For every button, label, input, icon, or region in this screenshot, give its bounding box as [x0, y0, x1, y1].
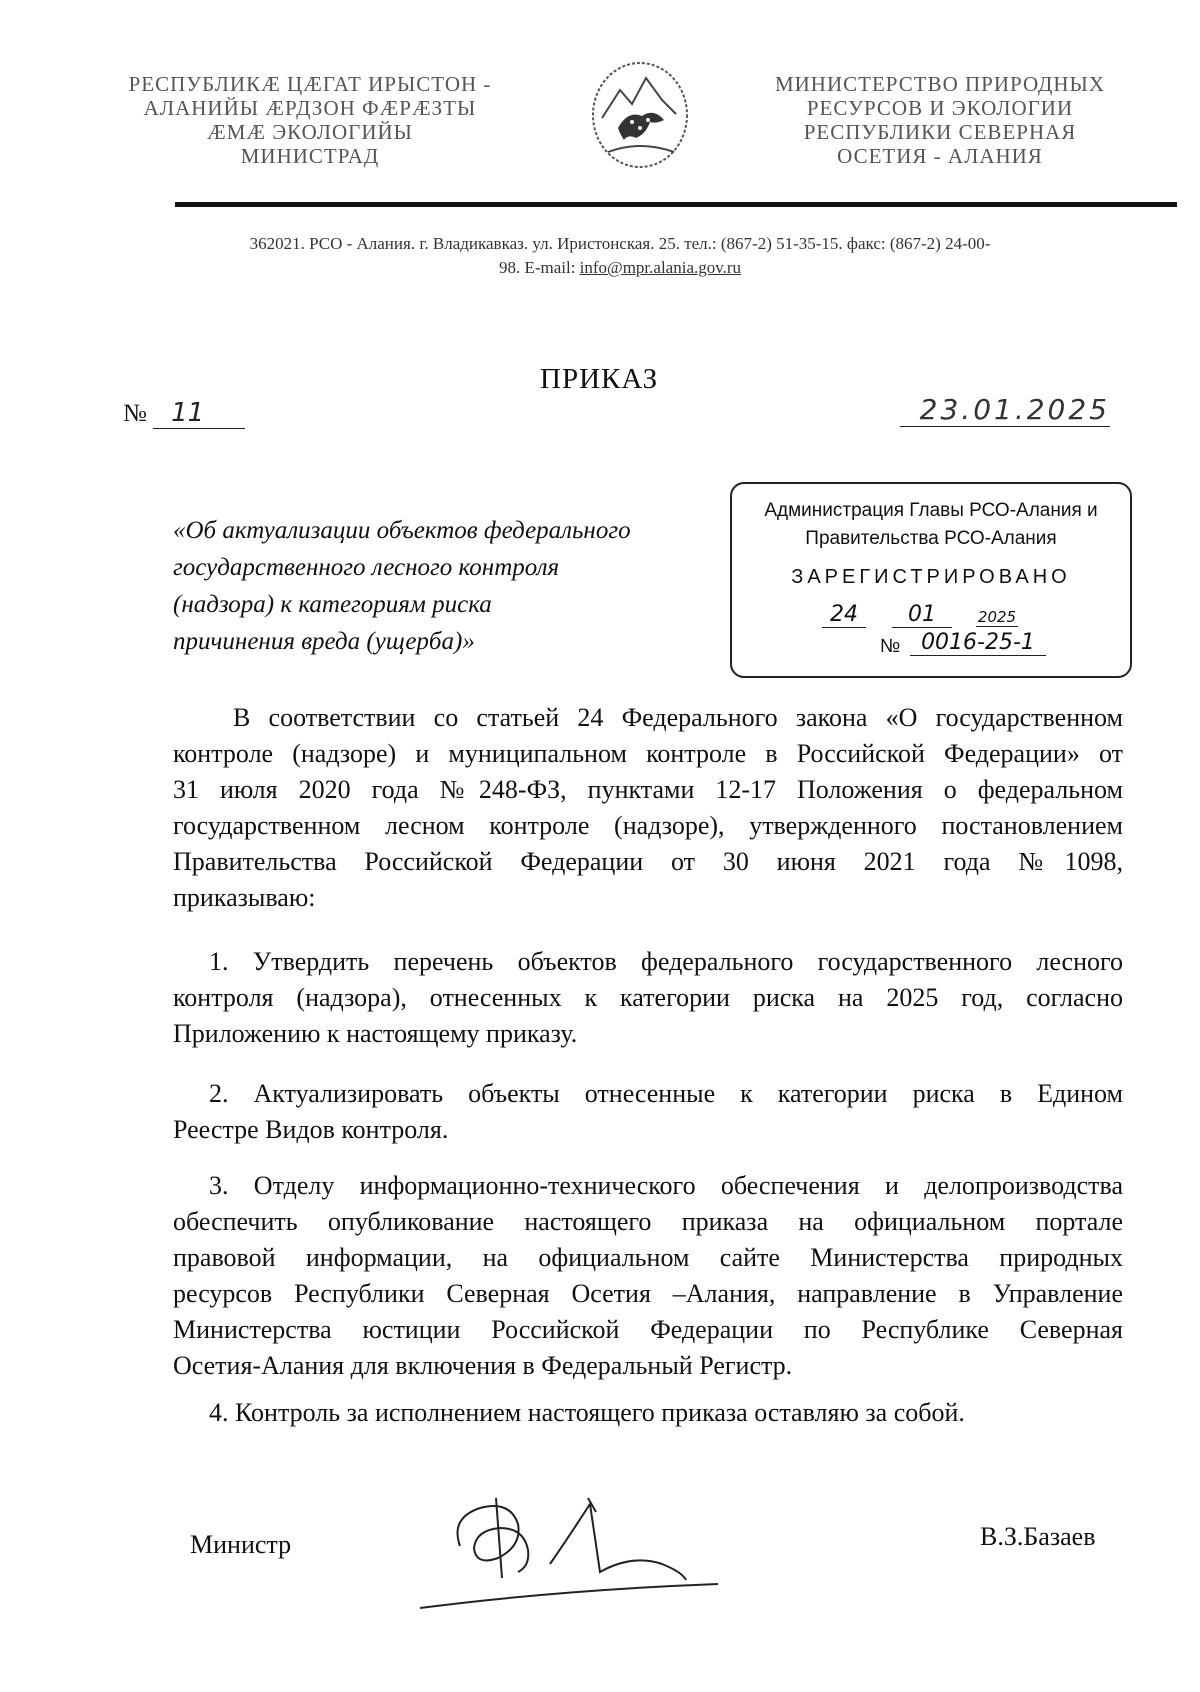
- address-email-label: 98. E-mail:: [498, 258, 580, 277]
- text-line: Реестре Видов контроля.: [173, 1115, 449, 1144]
- signatory-name: В.З.Базаев: [980, 1522, 1096, 1551]
- text-line: Приложению к настоящему приказу.: [173, 1019, 578, 1048]
- text-line: 31 июля 2020 года №248-ФЗ, пунктами 12-17 Положения о федеральном: [173, 775, 1123, 804]
- document-title: ПРИКАЗ: [540, 363, 659, 395]
- text-line: В соответствии со статьей 24 Федерального закона «О государственном: [233, 703, 1123, 732]
- stamp-line: Администрация Главы РСО-Алания и: [764, 500, 1098, 521]
- stamp-registered-label: ЗАРЕГИСТРИРОВАНО: [791, 566, 1071, 588]
- text-line: государственном лесном контроле (надзоре), утвержденного постановлением: [173, 811, 1123, 840]
- subject-line: (надзора) к категориям риска: [173, 591, 492, 618]
- text-line: контроле (надзоре) и муниципальном контроле в Российской Федерации» от: [173, 739, 1123, 768]
- address-line: 362021. РСО - Алания. г. Владикавказ. ул. Иристонская. 25. тел.: (867-2) 51-35-15. факс: (867-2) 24-00-: [249, 234, 991, 253]
- stamp-number-value: 0016-25-1: [910, 630, 1046, 656]
- text-line: 1. Утвердить перечень объектов федерального государственного лесного: [209, 947, 1123, 976]
- header-left-line: МИНИСТРАД: [240, 144, 380, 168]
- registration-stamp: [730, 482, 1132, 678]
- coat-of-arms-emblem-icon: [588, 58, 692, 172]
- header-left-line: АЛАНИЙЫ ÆРДЗОН ФÆРÆЗТЫ: [143, 96, 477, 120]
- subject-line: причинения вреда (ущерба)»: [173, 628, 475, 655]
- header-divider: [175, 202, 1177, 207]
- stamp-number-label: №: [880, 636, 901, 657]
- subject-line: «Об актуализации объектов федерального: [173, 517, 631, 544]
- address-block: [115, 232, 1125, 280]
- text-line: правовой информации, на официальном сайте Министерства природных: [173, 1243, 1123, 1272]
- item-2-paragraph: [173, 1076, 1123, 1148]
- signatory-role: Министр: [190, 1530, 292, 1559]
- header-right-line: РЕСПУБЛИКИ СЕВЕРНАЯ: [803, 120, 1077, 144]
- stamp-day: 24: [822, 602, 866, 628]
- item-1-paragraph: [173, 944, 1123, 1052]
- order-number-label: №: [123, 400, 147, 427]
- text-line: контроля (надзора), отнесенных к категории риска на 2025 год, согласно: [173, 983, 1123, 1012]
- order-subject: [173, 512, 713, 660]
- header-left-line: ÆМÆ ЭКОЛОГИЙЫ: [207, 120, 413, 144]
- text-line: 4. Контроль за исполнением настоящего приказа оставляю за собой.: [209, 1398, 965, 1427]
- text-line: ресурсов Республики Северная Осетия –Алания, направление в Управление: [173, 1279, 1123, 1308]
- text-line: 2. Актуализировать объекты отнесенные к категории риска в Едином: [209, 1079, 1123, 1108]
- handwritten-signature-icon: [400, 1468, 720, 1618]
- order-date: 23.01.2025: [900, 393, 1110, 427]
- text-line: Министерства юстиции Российской Федерации по Республике Северная: [173, 1315, 1123, 1344]
- order-number-value: 11: [153, 398, 245, 429]
- stamp-month: 01: [892, 602, 952, 628]
- header-right-line: РЕСУРСОВ И ЭКОЛОГИИ: [806, 96, 1074, 120]
- header-left-ossetian: [110, 72, 510, 168]
- item-3-paragraph: [173, 1168, 1123, 1384]
- text-line: Осетия-Алания для включения в Федеральный Регистр.: [173, 1351, 793, 1380]
- stamp-year: 2025: [976, 602, 1018, 627]
- subject-line: государственного лесного контроля: [173, 554, 560, 581]
- text-line: обеспечить опубликование настоящего приказа на официальном портале: [173, 1207, 1123, 1236]
- address-line-2: [115, 256, 1125, 280]
- item-4-paragraph: [173, 1395, 1123, 1431]
- text-line: приказываю:: [173, 883, 316, 912]
- text-line: 3. Отделу информационно-технического обеспечения и делопроизводства: [209, 1171, 1123, 1200]
- header-right-russian: [750, 72, 1130, 168]
- header-right-line: МИНИСТЕРСТВО ПРИРОДНЫХ: [774, 72, 1106, 96]
- intro-paragraph: [173, 700, 1123, 916]
- order-number: [123, 398, 245, 429]
- email-link[interactable]: info@mpr.alania.gov.ru: [579, 258, 742, 277]
- header-left-line: РЕСПУБЛИКÆ ЦÆГАТ ИРЫСТОН -: [128, 72, 492, 96]
- text-line: Правительства Российской Федерации от 30 июня 2021 года №1098,: [173, 847, 1123, 876]
- header-right-line: ОСЕТИЯ - АЛАНИЯ: [837, 144, 1043, 168]
- stamp-line: Правительства РСО-Алания: [805, 528, 1057, 549]
